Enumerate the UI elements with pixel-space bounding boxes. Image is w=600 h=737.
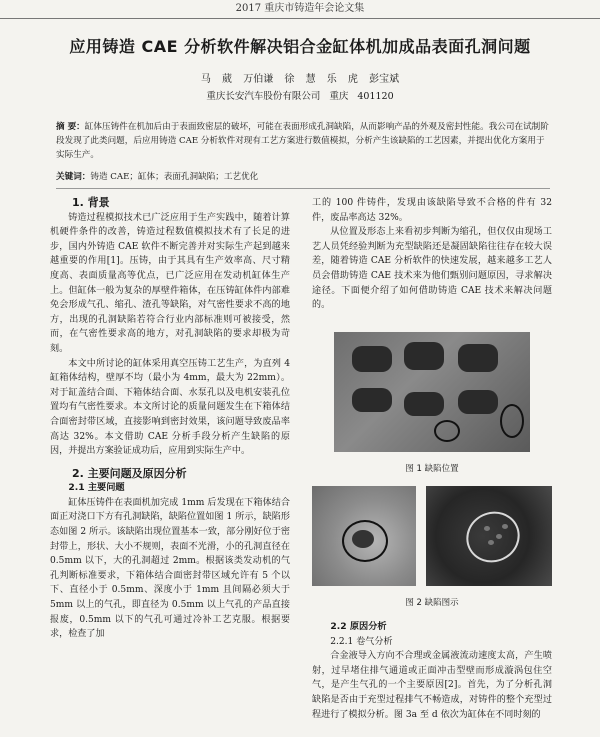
running-head: 2017 重庆市铸造年会论文集 bbox=[0, 0, 600, 19]
abstract-text: 缸体压铸件在机加后由于表面致密层的破坏，可能在表面形成孔洞缺陷，从而影响产品的外观及密封性能。我公司在试制阶段发现了此类问题，后应用铸造 CAE 分析软件对现有工艺方案进行数值模拟，分析产生该缺陷的工艺因素，并提出优化方案用于实际生产。 bbox=[56, 122, 549, 160]
affiliation: 重庆长安汽车股份有限公司 重庆 401120 bbox=[206, 91, 394, 102]
keywords-text: 铸造 CAE；缸体；表面孔洞缺陷；工艺优化 bbox=[90, 172, 259, 182]
author-list: 马 葳 万伯谦 徐 慧 乐 虎 彭宝斌 bbox=[200, 74, 400, 85]
section-1-paragraph-2: 本文中所讨论的缸体采用真空压铸工艺生产，为直列 4 缸箱体结构，壁厚不均（最小为 4mm，最大为 22mm）。对于缸盖结合面、下箱体结合面、水泵孔以及电机安装孔位置均有气密性要求。本文所讨论的质量问题发生在下箱体结合面密封带区域，直接影响到密封效果，该问题导致废品率高达 32%。本文借助 CAE 分析手段分析产生缺陷的原因，并提出方案验证成功后，应用到实际生产中。 bbox=[50, 358, 290, 457]
figure-1-caption: 图 1 缺陷位置 bbox=[405, 464, 459, 474]
section-1-paragraph-1: 铸造过程模拟技术已广泛应用于生产实践中，随着计算机硬件条件的改善，铸造过程数值模拟技术有了长足的进步，国内外铸造 CAE 软件不断完善并对实际生产起到越来越重要的作用[1]。压铸，由于其具有生产效率高、尺寸精度高、表面质量高等优点，已广泛应用在发动机缸体生产上。但缸体一般为复杂的厚壁件箱体，在压铸缸体件内部难免会形成气孔、缩孔、渣孔等缺陷，对气密性要求不高的地方，出现的孔洞缺陷若符合行业内部标准则可被接受，然而，在气密性要求高的地方，对孔洞缺陷的要求却极为苛刻。 bbox=[50, 212, 290, 354]
right-paragraph-2: 从位置及形态上来看初步判断为缩孔，但仅仅由现场工艺人员凭经验判断为充型缺陷还是凝固缺陷往往存在较大误差，随着铸造 CAE 分析软件的快速发展，越来越多工艺人员会借助铸造 CAE 技术来为他们甄别问题原因，寻求解决途径。下面便介绍了如何借助铸造 CAE 技术来解决问题的。 bbox=[312, 227, 552, 311]
figure-2b-defect-closeup-photo bbox=[426, 486, 552, 586]
abstract-label: 摘 要： bbox=[56, 122, 85, 132]
continued-paragraph: 工的 100 件铸件，发现由该缺陷导致不合格的件有 32 件，废品率高达 32%。 bbox=[312, 198, 552, 223]
keywords bbox=[56, 170, 550, 184]
right-column-bottom bbox=[312, 620, 552, 722]
paper-title: 应用铸造 CAE 分析软件解决铝合金缸体机加成品表面孔洞问题 bbox=[69, 37, 531, 56]
header-divider bbox=[56, 188, 550, 189]
abstract bbox=[56, 120, 550, 162]
section-2-1-heading: 2.1 主要问题 bbox=[68, 482, 125, 494]
left-column bbox=[50, 196, 290, 642]
section-1-heading: 1. 背景 bbox=[72, 196, 110, 209]
section-2-1-paragraph: 缸体压铸件在表面机加完成 1mm 后发现在下箱体结合面正对浇口下方有孔洞缺陷，缺陷位置如图 1 所示，缺陷形态如图 2 所示。该缺陷出现位置基本一致，部分刚好位于密封带上，形状、大小不规则，表面不光滑，小的孔洞直径在 0.5mm 以下，大的孔洞超过 2mm。根据该类发动机的气孔判断标准要求，下箱体结合面密封带区域允许有 5 个以下、直径小于 0.5mm、深度小于 1mm 且间隔必须大于 5mm 以上的气孔，即直径为 0.5mm 以上气孔的产品直接报废，0.5mm 以下的气孔可通过冷补工艺克服。根据要求，检查了加 bbox=[50, 497, 290, 640]
section-2-2-1-heading: 2.2.1 卷气分析 bbox=[330, 636, 393, 647]
figure-2-caption: 图 2 缺陷图示 bbox=[405, 598, 459, 608]
figure-2a-defect-photo bbox=[312, 486, 416, 586]
section-2-2-heading: 2.2 原因分析 bbox=[330, 621, 387, 632]
figure-1-defect-location-photo bbox=[334, 332, 530, 452]
section-2-heading: 2. 主要问题及原因分析 bbox=[72, 466, 187, 480]
section-2-2-1-paragraph: 合金液导入方向不合理或金属液流动速度太高，产生喷射，过早堵住排气通道或正面冲击型壁而形成漩涡包住空气，是产生气孔的一个主要原因[2]。首先，为了分析孔洞缺陷是否由于充型过程排气不畅造成，对铸件的整个充型过程进行了模拟分析。图 3a 至 d 依次为缸体在不同时刻的 bbox=[312, 651, 552, 720]
keywords-label: 关键词： bbox=[56, 172, 91, 182]
right-column-top bbox=[312, 196, 552, 313]
